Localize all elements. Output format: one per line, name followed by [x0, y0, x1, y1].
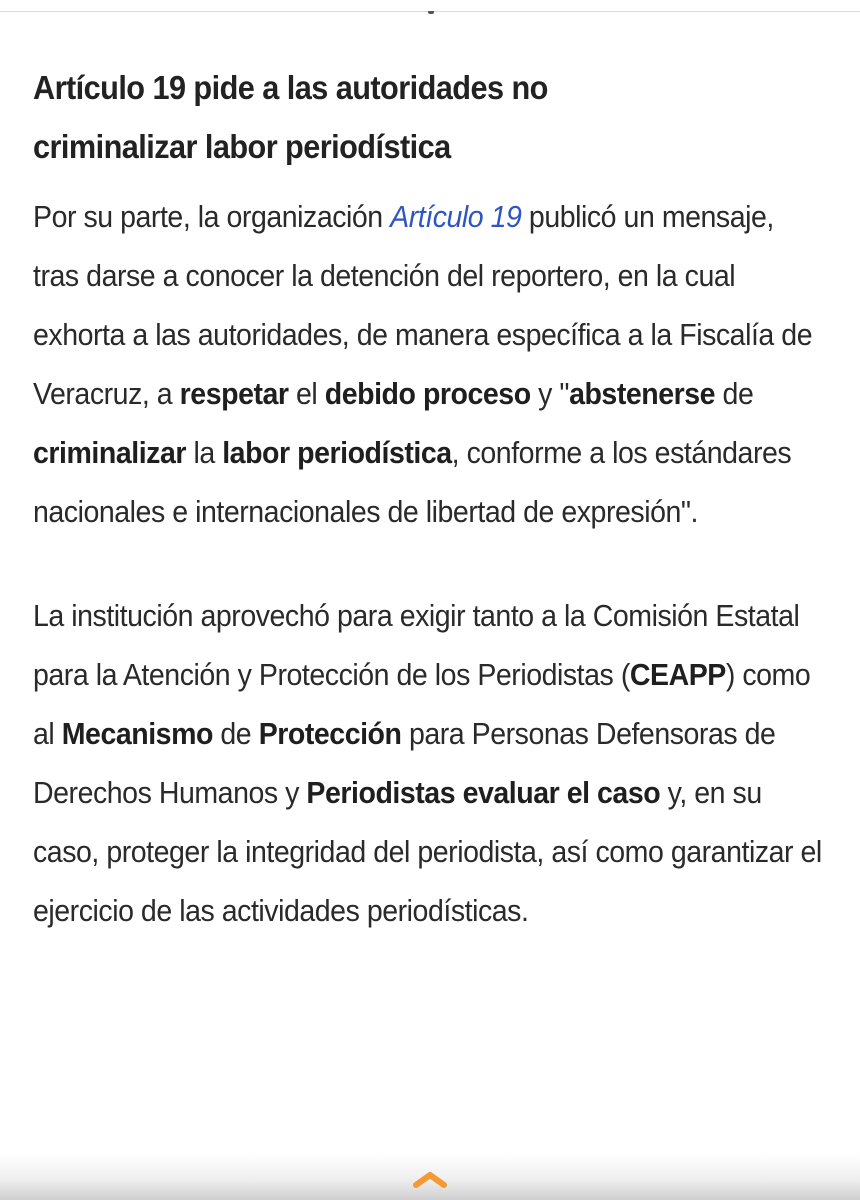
bold-text: labor periodística [222, 435, 452, 470]
bold-text: Periodistas evaluar el caso [306, 775, 661, 810]
text: Por su parte, la organización [33, 199, 391, 234]
text: para Personas Defensoras de Derechos Humanos y [33, 716, 776, 810]
bold-text: CEAPP [629, 657, 726, 692]
bold-text: abstenerse [569, 376, 716, 411]
bold-text: Mecanismo [61, 716, 213, 751]
drag-handle-icon [428, 11, 434, 14]
articulo-19-link[interactable]: Artículo 19 [390, 199, 522, 234]
text: y " [530, 376, 570, 411]
article-paragraph-2 [33, 586, 824, 940]
article-paragraph-1 [33, 187, 824, 541]
bold-text: debido proceso [324, 376, 531, 411]
article-body [33, 58, 833, 940]
text: el [288, 376, 325, 411]
bold-text: respetar [179, 376, 289, 411]
text: La institución aprovechó para exigir tanto a la Comisión Estatal para la Atención y Protección de los Periodistas ( [33, 598, 800, 692]
scroll-to-top-button[interactable] [405, 1164, 455, 1194]
text: ) como al [33, 657, 811, 751]
article-headline: Artículo 19 pide a las autoridades no criminalizar labor periodística [33, 69, 548, 165]
chevron-up-icon [410, 1169, 450, 1189]
text: publicó un mensaje, tras darse a conocer la detención del reportero, en la cual exhorta a las autoridades, de manera específica a la Fiscalía de Veracruz, a [33, 199, 813, 411]
bold-text: criminalizar [33, 435, 187, 470]
text: , conforme a los estándares nacionales e internacionales de libertad de expresión". [33, 435, 792, 529]
text: y, en su caso, proteger la integridad del periodista, así como garantizar el ejercicio de las actividades periodísticas. [33, 775, 822, 928]
text: de [715, 376, 754, 411]
bold-text: Protección [258, 716, 402, 751]
text: la [186, 435, 223, 470]
text: de [212, 716, 259, 751]
